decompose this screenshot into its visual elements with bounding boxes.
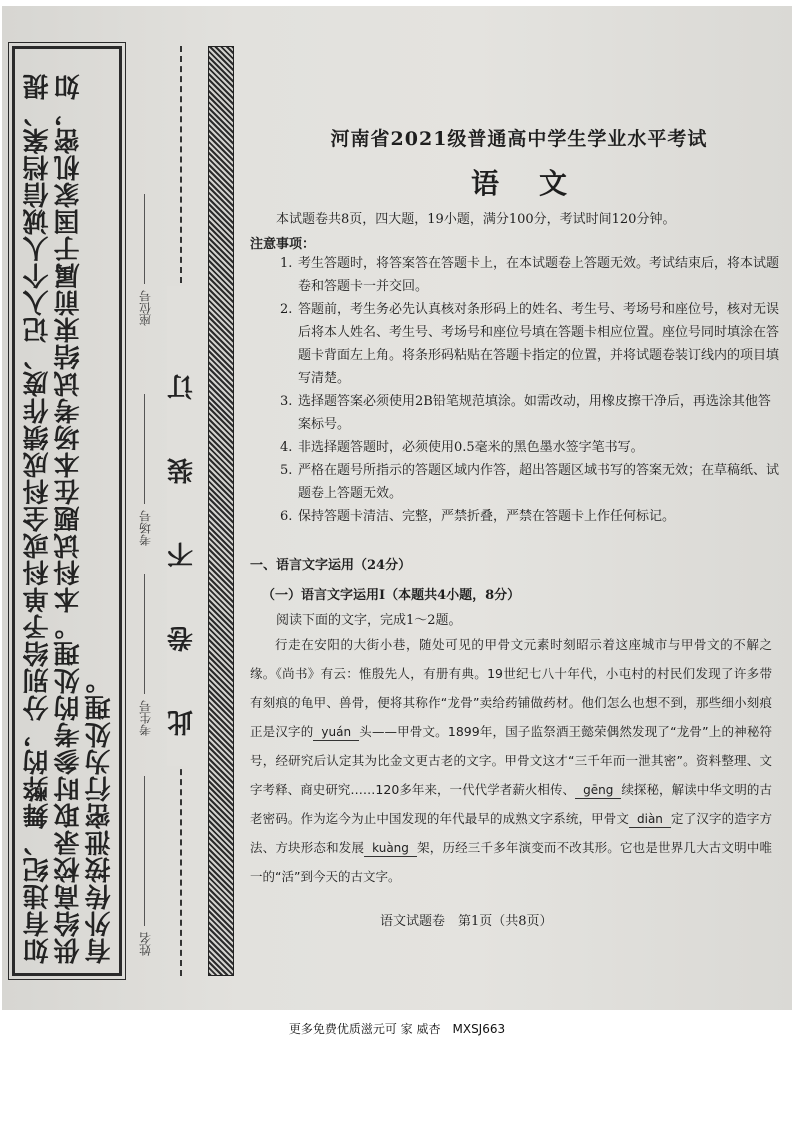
notice-text: 严格在题号所指示的答题区域内作答，超出答题区域书写的答案无效；在草稿纸、试题卷上答题无效。 <box>298 463 780 501</box>
notice-num: 3. <box>280 394 293 409</box>
bottom-note: 更多免费优质滋元可 家 威杏 MXSJ663 <box>288 1022 506 1036</box>
notice-text: 考生答题时，将答案答在答题卡上，在本试题卷上答题无效。考试结束后，将本试题卷和答题卡一并交回。 <box>298 256 780 294</box>
room-no-label: 考场号 <box>138 510 153 546</box>
reading-instruction: 阅读下面的文字，完成1～2题。 <box>276 613 462 628</box>
subsection-heading: （一）语言文字运用Ⅰ（本题共4小题，8分） <box>262 588 521 603</box>
warning-box <box>12 46 122 976</box>
notice-item <box>280 252 780 298</box>
exam-no-label: 考生号 <box>138 700 153 736</box>
room-no-field <box>130 386 160 546</box>
exam-no-field <box>130 566 160 736</box>
room-no-line <box>145 394 146 504</box>
pinyin-blank: kuàng <box>364 840 417 857</box>
pinyin-blank: yuán <box>313 724 359 741</box>
exam-title: 河南省2021级普通高中学生学业水平考试 <box>330 128 708 150</box>
exam-no-line <box>145 574 146 694</box>
reading-passage <box>250 630 772 891</box>
seat-no-label: 座位号 <box>138 290 153 326</box>
binding-hatch-strip <box>208 46 234 976</box>
notice-text: 选择题答案必须使用2B铅笔规范填涂。如需改动，用橡皮擦干净后，再选涂其他答案标号。 <box>298 394 771 432</box>
seat-no-field <box>130 186 160 326</box>
seat-no-line <box>145 194 146 284</box>
name-field <box>130 766 160 956</box>
notice-text: 非选择题答题时，必须使用0.5毫米的黑色墨水签字笔书写。 <box>298 440 644 455</box>
notice-num: 5. <box>280 463 293 478</box>
page-footer: 语文试题卷 第1页（共8页） <box>380 914 553 929</box>
notice-heading: 注意事项： <box>250 237 316 252</box>
exam-sheet <box>2 6 792 1010</box>
pinyin-blank: gēng <box>575 782 621 799</box>
passage-text: 架，历经三千多年演变而不改其形。它也是世界几大古文明中唯一的“活”到今天的古文字。 <box>250 840 772 884</box>
notice-text: 保持答题卡清洁、完整，严禁折叠，严禁在答题卡上作任何标记。 <box>298 509 676 524</box>
notice-item <box>280 436 780 459</box>
name-line <box>145 776 146 926</box>
passage-text: 续探秘，解读中华文明的古老密码。作为迄今为止中国发现的年代最早的成熟文字系统，甲骨文 <box>250 782 772 826</box>
notice-num: 6. <box>280 509 293 524</box>
notice-item <box>280 298 780 390</box>
notice-num: 2. <box>280 302 293 317</box>
notice-text: 答题前，考生务必先认真核对条形码上的姓名、考生号、考场号和座位号，核对无误后将本人姓名、考生号、考场号和座位号填在答题卡相应位置。座位号同时填涂在答题卡背面左上角。将条形码粘贴在答题卡指定的位置，并将试题卷装订线内的项目填写清楚。 <box>298 302 780 386</box>
subject-title: 语文 <box>470 167 607 200</box>
notice-list <box>280 252 780 528</box>
section-heading: 一、语言文字运用（24分） <box>250 558 412 573</box>
notice-num: 1. <box>280 256 293 271</box>
notice-item <box>280 505 780 528</box>
binding-text: 此卷不装订 <box>167 286 197 766</box>
notice-num: 4. <box>280 440 293 455</box>
passage-text: 头——甲骨文。1899年，国子监祭酒王懿荣偶然发现了“龙骨”上的神秘符号，经研究后认定其为比金文更古老的文字。甲骨文这才“三千年而一泄其密”。资料整理、文字考释、商史研究……120多年来，一代代学者薪火相传、 <box>250 724 772 797</box>
passage-text: 定了汉字的造字方法、方块形态和发展 <box>250 811 772 855</box>
pinyin-blank: diàn <box>629 811 671 828</box>
notice-item <box>280 459 780 505</box>
name-label: 姓名 <box>138 932 153 956</box>
exam-intro: 本试题卷共8页，四大题，19小题，满分100分，考试时间120分钟。 <box>276 212 676 227</box>
warning-text: 如有违纪、舞弊的，分别给予单科或全科成绩作废、记入个人诚信档案、提供给高校录取时参考的处理。本科试题在本场考试结束前属于国家机密，如有外传按泄密行为处理。 <box>23 73 115 964</box>
notice-item <box>280 390 780 436</box>
passage-text: 行走在安阳的大街小巷，随处可见的甲骨文元素时刻昭示着这座城市与甲骨文的不解之缘。《尚书》有云：惟殷先人，有册有典。19世纪七八十年代，小屯村的村民们发现了许多带有刻痕的龟甲、兽骨，便将其称作“龙骨”卖给药铺做药材。他们怎么也想不到，那些细小刻痕正是汉字的 <box>250 637 772 739</box>
